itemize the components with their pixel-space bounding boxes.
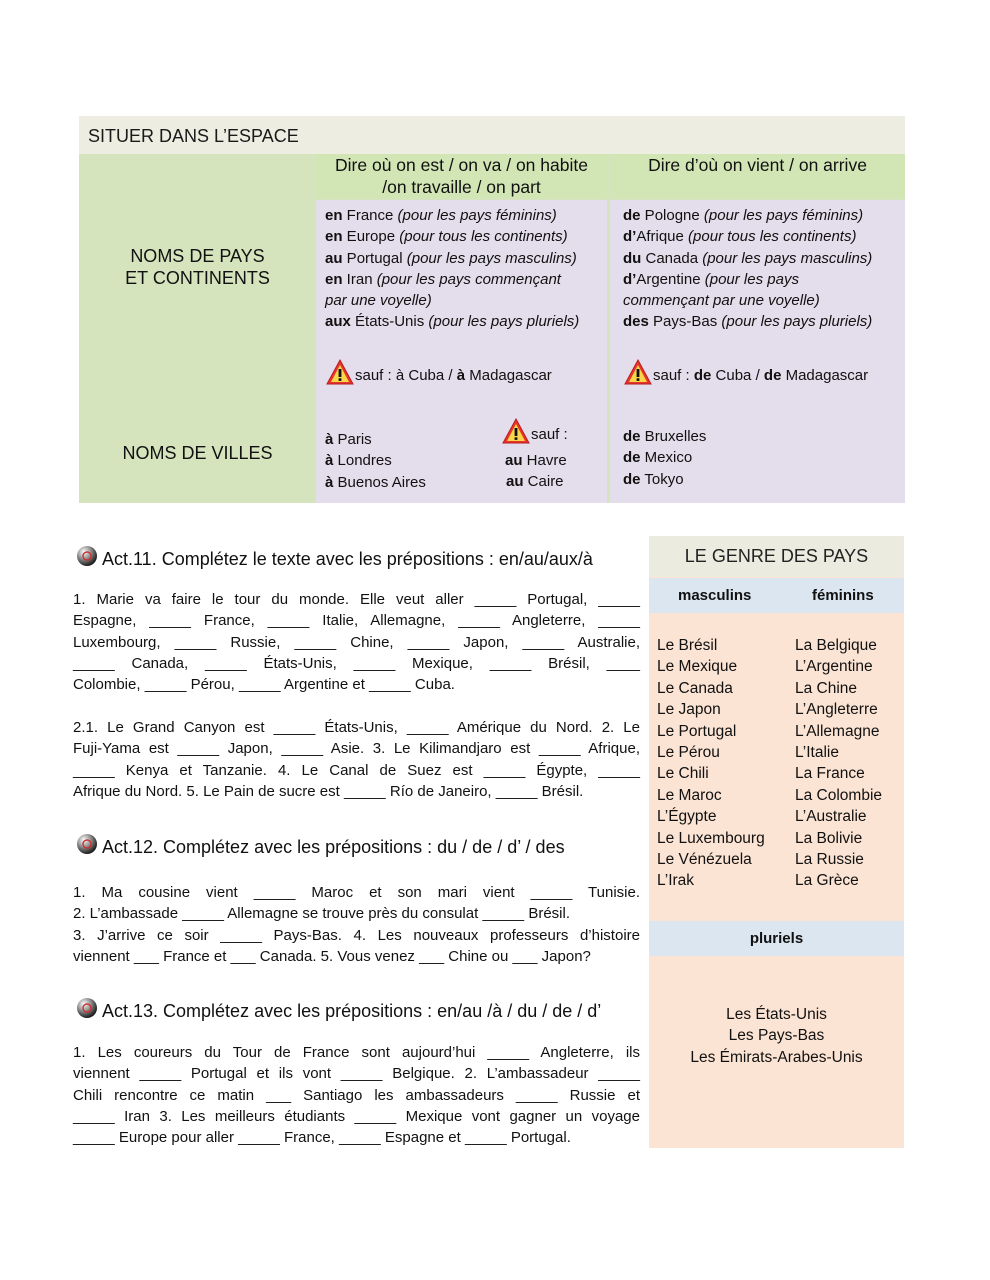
- bullet-icon: [76, 997, 98, 1019]
- text-line: _____ Iran 3. Les meilleurs étudiants _____ Mexique vont gagner un voyage: [73, 1107, 640, 1125]
- list-item: à Buenos Aires: [325, 473, 426, 491]
- act13-para: [73, 1042, 640, 1148]
- text-line: _____ Canada, _____ États-Unis, _____ Mexique, _____ Brésil, ____: [73, 654, 640, 672]
- text-line: 2. L’ambassade _____ Allemagne se trouve près du consulat _____ Brésil.: [73, 905, 570, 923]
- list-item: des Pays-Bas (pour les pays pluriels): [623, 313, 873, 331]
- text-line: viennent _____ Portugal et ils vont _____ Belgique. 2. L’ambassadeur _____: [73, 1065, 640, 1083]
- list-item: Le Mexique: [657, 658, 738, 676]
- plural-list: [649, 1004, 904, 1068]
- list-item: La Colombie: [795, 786, 883, 804]
- list-item: commençant par une voyelle): [623, 292, 820, 310]
- list-item: Les États-Unis: [726, 1006, 827, 1023]
- text-line: 1. Ma cousine vient _____ Maroc et son mari vient _____ Tunisie.: [73, 884, 640, 901]
- masc-header: masculins: [678, 587, 752, 604]
- act11-title-text: Act.11. Complétez le texte avec les prépositions : en/au/aux/à: [102, 549, 593, 569]
- text-line: Chili rencontre ce matin ___ Santiago les ambassadeurs _____ Russie et: [73, 1086, 640, 1104]
- plural-header-row: [649, 921, 904, 956]
- list-item: L’Égypte: [657, 808, 717, 826]
- list-item: en Europe (pour tous les continents): [325, 228, 568, 246]
- list-item: au Portugal (pour les pays masculins): [325, 249, 577, 267]
- list-item: Le Brésil: [657, 637, 718, 654]
- list-item: d’Afrique (pour tous les continents): [623, 228, 857, 246]
- col-header-doù-text: Dire d’où on vient / on arrive: [648, 155, 867, 175]
- col-header-doù: [610, 154, 905, 198]
- text-line: 1. Marie va faire le tour du monde. Elle veut aller _____ Portugal, _____: [73, 591, 640, 608]
- col-header-ou: [316, 154, 607, 198]
- text-line: viennent ___ France et ___ Canada. 5. Vous venez ___ Chine ou ___ Japon?: [73, 947, 591, 965]
- villes-sauf-line: sauf :: [501, 417, 611, 450]
- list-item: La Chine: [795, 679, 858, 697]
- row-label-pays-line1: NOMS DE PAYS: [130, 246, 265, 266]
- text-line: 3. J’arrive ce soir _____ Pays-Bas. 4. Les nouveaux professeurs d’histoire: [73, 926, 640, 944]
- row-label-villes: NOMS DE VILLES: [122, 443, 273, 463]
- list-item: Le Portugal: [657, 722, 737, 740]
- list-item: Le Japon: [657, 701, 721, 719]
- list-item: de Mexico: [623, 449, 693, 467]
- cell-villes-doù: [623, 426, 903, 490]
- list-item: La France: [795, 765, 865, 783]
- text-line: 1. Les coureurs du Tour de France sont aujourd’hui _____ Angleterre, ils: [73, 1044, 640, 1061]
- list-item: Le Canada: [657, 679, 733, 697]
- list-item: La Grèce: [795, 872, 859, 890]
- list-item: en France (pour les pays féminins): [325, 207, 557, 224]
- act13-title: [76, 997, 601, 1022]
- list-item: L’Irak: [657, 872, 695, 890]
- text-line: _____ Europe pour aller _____ France, _____ Espagne et _____ Portugal.: [73, 1129, 571, 1147]
- list-item: La Belgique: [795, 637, 877, 654]
- list-item: d’Argentine (pour les pays: [623, 270, 799, 288]
- act11-para1: [73, 589, 640, 695]
- fem-list: [795, 635, 903, 892]
- situer-table: [79, 116, 905, 503]
- list-item: aux États-Unis (pour les pays pluriels): [325, 313, 580, 331]
- list-item: à Paris: [325, 431, 372, 448]
- list-item: de Pologne (pour les pays féminins): [623, 207, 864, 224]
- list-item: Les Émirats-Arabes-Unis: [690, 1048, 863, 1066]
- table-title: SITUER DANS L’ESPACE: [88, 126, 299, 146]
- cell-pays-ou: [325, 205, 610, 333]
- act12-para: [73, 882, 640, 967]
- text-line: Fuji-Yama est _____ Japon, _____ Asie. 3. Le Kilimandjaro est _____ Afrique,: [73, 740, 640, 758]
- masc-list: [657, 635, 782, 892]
- bullet-icon: [76, 833, 98, 855]
- act12-title-text: Act.12. Complétez avec les prépositions : du / de / d’ / des: [102, 837, 565, 857]
- list-item: La Bolivie: [795, 829, 863, 847]
- act11-para2: [73, 717, 640, 802]
- text-line: Colombie, _____ Pérou, _____ Argentine et _____ Cuba.: [73, 676, 455, 694]
- act11-title: [76, 545, 593, 570]
- list-item: Le Vénézuela: [657, 851, 752, 869]
- text-line: Luxembourg, _____ Russie, _____ Chine, _____ Japon, _____ Australie,: [73, 633, 640, 651]
- plural-header: pluriels: [749, 930, 804, 947]
- list-item: Le Pérou: [657, 744, 720, 762]
- act13-title-text: Act.13. Complétez avec les prépositions : en/au /à / du / de / d’: [102, 1001, 602, 1021]
- list-item: en Iran (pour les pays commençant: [325, 270, 561, 288]
- cell-villes-sauf: [501, 417, 611, 493]
- list-item: L’Allemagne: [795, 722, 880, 740]
- genre-title: LE GENRE DES PAYS: [649, 536, 904, 577]
- list-item: au Caire: [506, 473, 564, 491]
- list-item: L’Argentine: [795, 658, 873, 676]
- text-line: Espagne, _____ France, _____ Italie, Allemagne, _____ Angleterre, _____: [73, 612, 640, 630]
- list-item: du Canada (pour les pays masculins): [623, 249, 873, 267]
- list-item: L’Italie: [795, 744, 839, 762]
- list-item: Le Chili: [657, 765, 709, 783]
- list-item: Le Maroc: [657, 786, 722, 804]
- warning-icon: [325, 358, 355, 386]
- list-item: Les Pays-Bas: [728, 1027, 825, 1045]
- col-header-ou-line2: /on travaille / on part: [382, 177, 541, 197]
- list-item: de Tokyo: [623, 470, 684, 488]
- genre-column-headers: [649, 578, 904, 613]
- bullet-icon: [76, 545, 98, 567]
- text-line: _____ Kenya et Tanzanie. 4. Le Canal de Suez est _____ Égypte, _____: [73, 761, 640, 779]
- genre-panel: [649, 536, 904, 1148]
- cell-villes-ou: [325, 429, 485, 493]
- row-label-pays-line2: ET CONTINENTS: [125, 268, 270, 288]
- list-item: Le Luxembourg: [657, 829, 765, 847]
- warning-icon: [501, 417, 531, 445]
- list-item: de Bruxelles: [623, 428, 707, 445]
- list-item: à Londres: [325, 452, 392, 470]
- list-item: L’Angleterre: [795, 701, 878, 719]
- row-label-pays: [79, 245, 316, 289]
- list-item: L’Australie: [795, 808, 867, 826]
- cell-pays-ou-sauf: sauf : à Cuba / à Madagascar: [325, 358, 610, 386]
- fem-header: féminins: [812, 587, 874, 604]
- text-line: 2.1. Le Grand Canyon est _____ États-Unis, _____ Amérique du Nord. 2. Le: [73, 719, 640, 736]
- cell-pays-doù: [623, 205, 908, 333]
- act12-title: [76, 833, 565, 858]
- col-header-ou-line1: Dire où on est / on va / on habite: [335, 155, 588, 175]
- text-line: Afrique du Nord. 5. Le Pain de sucre est _____ Río de Janeiro, _____ Brésil.: [73, 782, 584, 800]
- warning-icon: [623, 358, 653, 386]
- list-item: par une voyelle): [325, 292, 432, 310]
- list-item: La Russie: [795, 851, 864, 869]
- cell-pays-doù-sauf: sauf : de Cuba / de Madagascar: [623, 358, 908, 386]
- list-item: au Havre: [505, 452, 567, 469]
